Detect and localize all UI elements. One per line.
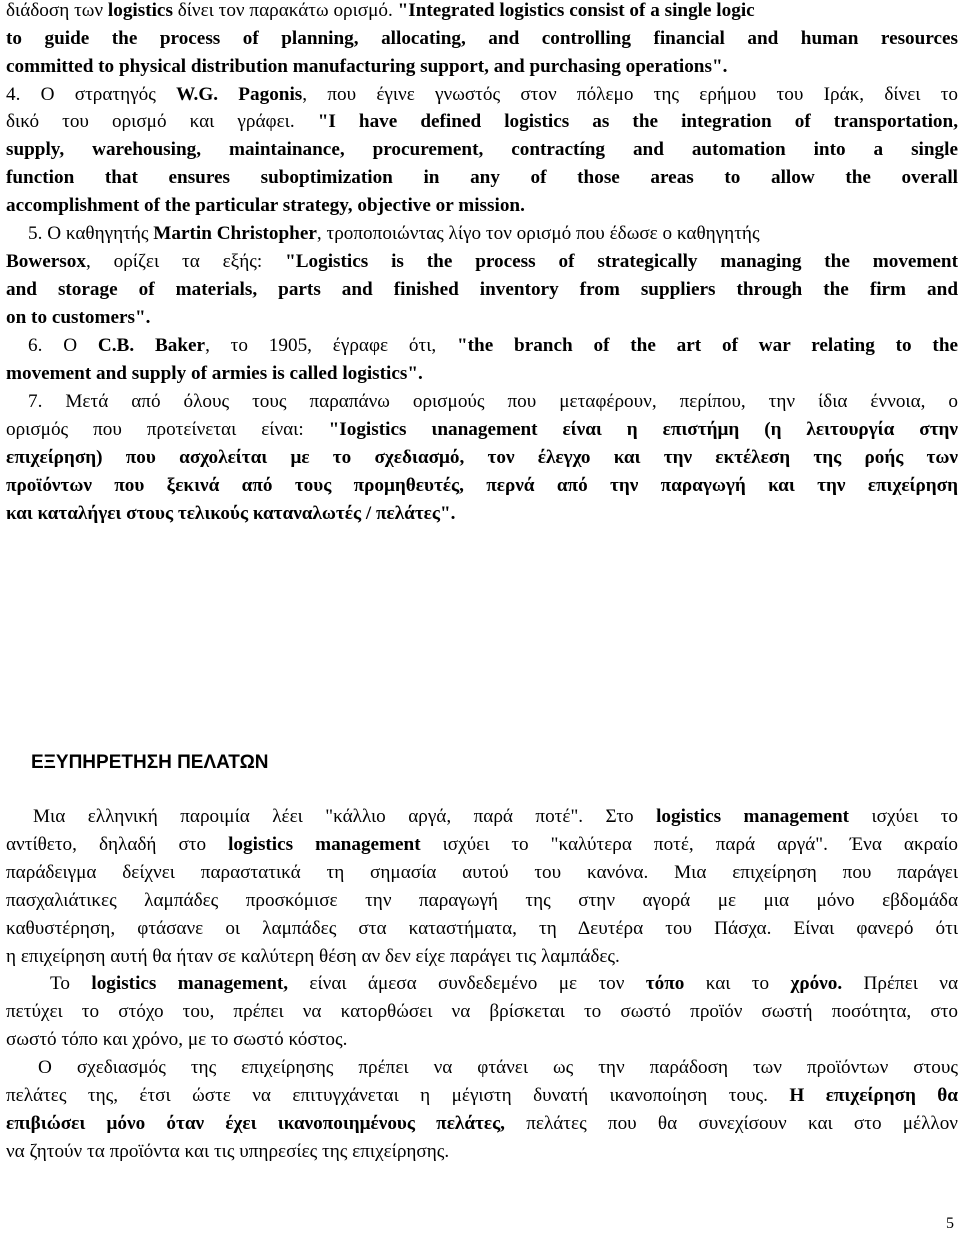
text-line: accomplishment of the particular strategy, objective or mission. [6,195,525,216]
text-line: and storage of materials, parts and finished inventory from suppliers through the firm and [6,279,958,300]
section-heading: ΕΞΥΠΗΡΕΤΗΣΗ ΠΕΛΑΤΩΝ [31,752,269,773]
text-line: πασχαλιάτικες λαμπάδες προσκόμισε την παραγωγή της στην αγορά με μια μόνο εβδομάδα [6,890,958,911]
text-line: επιβιώσει μόνο όταν έχει ικανοποιημένους πελάτες, πελάτες που θα συνεχίσουν και στο μέλλον [6,1113,958,1134]
text-line: to guide the process of planning, allocating, and controlling financial and human resources [6,28,958,49]
page-number: 5 [946,1215,954,1232]
text-line: 4. Ο στρατηγός W.G. Pagonis, που έγινε γνωστός στον πόλεμο της ερήμου του Ιράκ, δίνει το [6,84,958,105]
text-line: 7. Μετά από όλους τους παραπάνω ορισμούς που μεταφέρουν, περίπου, την ίδια έννοια, ο [28,391,958,412]
text-line: επιχείρηση) που ασχολείται με το σχεδιασμό, τον έλεγχο και την εκτέλεση της ροής των [6,447,958,468]
text-line: πελάτες της, έτσι ώστε να επιτυγχάνεται η μέγιστη δυνατή ικανοποίηση τους. Η επιχείρηση θα [6,1085,958,1106]
text-line: η επιχείρηση αυτή θα ήταν σε καλύτερη θέση αν δεν είχε παράγει τις λαμπάδες. [6,946,620,967]
text-line: committed to physical distribution manufacturing support, and purchasing operations". [6,56,728,77]
text-line: function that ensures suboptimization in any of those areas to allow the overall [6,167,958,188]
text-line: σωστό τόπο και χρόνο, με το σωστό κόστος. [6,1029,348,1050]
text-line: δικό του ορισμό και γράφει. "I have defined logistics as the integration of transportation, [6,111,958,132]
text-line: Bowersox, ορίζει τα εξής: "Logistics is the process of strategically managing the movement [6,251,958,272]
text-line: 5. Ο καθηγητής Martin Christopher, τροποποιώντας λίγο τον ορισμό που έδωσε ο καθηγητής [28,223,760,244]
text-line: Μια ελληνική παροιμία λέει "κάλλιο αργά, παρά ποτέ". Στο logistics management ισχύει το [33,806,958,827]
text-line: Το logistics management, είναι άμεσα συνδεδεμένο με τον τόπο και το χρόνο. Πρέπει να [50,973,959,994]
text-line: on to customers". [6,307,151,328]
text-line: αντίθετο, δηλαδή στο logistics management ισχύει το "καλύτερα ποτέ, παρά αργά". Ένα ακραίο [6,834,958,855]
text-line: supply, warehousing, maintainance, procurement, contractíng and automation into a single [6,139,958,160]
text-line: προϊόντων που ξεκινά από τους προμηθευτές, περνά από την παραγωγή και την επιχείρηση [6,475,958,496]
text-line: ορισμός που προτείνεται είναι: "Iogistics ιnanagement είναι η επιστήμη (η λειτουργία στην [6,419,959,440]
text-line: να ζητούν τα προϊόντα και τις υπηρεσίες της επιχείρησης. [6,1141,450,1162]
text-line: πετύχει το στόχο του, πρέπει να κατορθώσει να βρίσκεται το σωστό προϊόν σωστή ποσότητα, στο [6,1001,958,1022]
text-line: καθυστέρηση, φτάσανε οι λαμπάδες στα καταστήματα, τη Δευτέρα του Πάσχα. Είναι φανερό ότι [6,918,958,939]
text-line: Ο σχεδιασμός της επιχείρησης πρέπει να φτάνει ως την παράδοση των προϊόντων στους [38,1057,958,1078]
text-line: 6. Ο C.B. Baker, το 1905, έγραφε ότι, "the branch of the art of war relating to the [28,335,959,356]
text-line: και καταλήγει στους τελικούς καταναλωτές / πελάτες". [6,503,456,524]
text-line: διάδοση των logistics δίνει τον παρακάτω ορισμό. "Integrated logistics consist of a single logic [6,0,755,21]
text-line: movement and supply of armies is called logistics". [6,363,423,384]
text-line: παράδειγμα δείχνει παραστατικά τη σημασία αυτού του κανόνα. Μια επιχείρηση που παράγει [6,862,958,883]
